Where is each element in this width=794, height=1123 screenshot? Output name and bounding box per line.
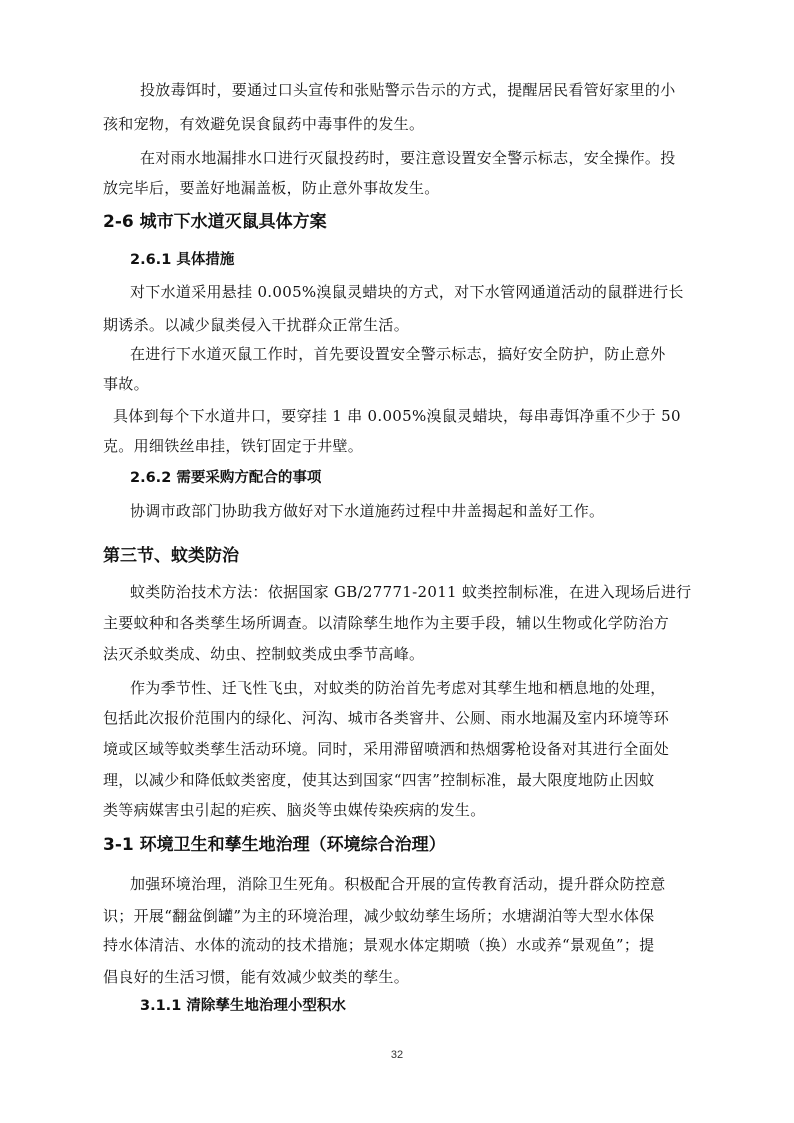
paragraph-line: 主要蚊种和各类孳生场所调查。以清除孳生地作为主要手段，辅以生物或化学防治方 bbox=[103, 614, 670, 632]
paragraph-line: 投放毒饵时，要通过口头宣传和张贴警示告示的方式，提醒居民看管好家里的小 bbox=[140, 81, 676, 99]
page-number: 32 bbox=[390, 1049, 404, 1061]
section-heading-3: 第三节、蚊类防治 bbox=[103, 546, 239, 566]
paragraph-line: 在对雨水地漏排水口进行灭鼠投药时，要注意设置安全警示标志，安全操作。投 bbox=[140, 149, 676, 167]
paragraph-line: 包括此次报价范围内的绿化、河沟、城市各类窨井、公厕、雨水地漏及室内环境等环 bbox=[103, 709, 670, 727]
paragraph-line: 期诱杀。以减少鼠类侵入干扰群众正常生活。 bbox=[103, 316, 410, 334]
paragraph-line: 理，以减少和降低蚊类密度，使其达到国家“四害”控制标准，最大限度地防止因蚊 bbox=[103, 771, 655, 789]
section-heading-2-6: 2-6 城市下水道灭鼠具体方案 bbox=[103, 212, 327, 232]
subsection-heading-2-6-1: 2.6.1 具体措施 bbox=[130, 252, 235, 268]
paragraph-line: 蚊类防治技术方法：依据国家 GB/27771-2011 蚊类控制标准，在进入现场后进行 bbox=[130, 583, 692, 601]
section-heading-3-1: 3-1 环境卫生和孳生地治理（环境综合治理） bbox=[103, 835, 446, 855]
paragraph-line: 协调市政部门协助我方做好对下水道施药过程中井盖揭起和盖好工作。 bbox=[130, 502, 605, 520]
paragraph-line: 识；开展“翻盆倒罐”为主的环境治理，减少蚊幼孳生场所；水塘湖泊等大型水体保 bbox=[103, 907, 655, 925]
paragraph-line: 类等病媒害虫引起的疟疾、脑炎等虫媒传染疾病的发生。 bbox=[103, 801, 486, 819]
paragraph-line: 加强环境治理，消除卫生死角。积极配合开展的宣传教育活动，提升群众防控意 bbox=[130, 875, 666, 893]
subsection-heading-2-6-2: 2.6.2 需要采购方配合的事项 bbox=[130, 470, 322, 486]
paragraph-line: 克。用细铁丝串挂，铁钉固定于井壁。 bbox=[103, 437, 364, 455]
subsection-heading-3-1-1: 3.1.1 清除孳生地治理小型积水 bbox=[140, 998, 346, 1014]
paragraph-line: 在进行下水道灭鼠工作时，首先要设置安全警示标志，搞好安全防护，防止意外 bbox=[130, 345, 666, 363]
paragraph-line: 放完毕后，要盖好地漏盖板，防止意外事故发生。 bbox=[103, 179, 440, 197]
paragraph-line: 孩和宠物，有效避免误食鼠药中毒事件的发生。 bbox=[103, 115, 425, 133]
paragraph-line: 事故。 bbox=[103, 375, 149, 393]
paragraph-line: 法灭杀蚊类成、幼虫、控制蚊类成虫季节高峰。 bbox=[103, 645, 425, 663]
paragraph-line: 倡良好的生活习惯，能有效减少蚊类的孳生。 bbox=[103, 968, 410, 986]
paragraph-line: 持水体清洁、水体的流动的技术措施；景观水体定期喷（换）水或养“景观鱼”；提 bbox=[103, 936, 655, 954]
paragraph-line: 境或区域等蚊类孳生活动环境。同时，采用滞留喷洒和热烟雾枪设备对其进行全面处 bbox=[103, 740, 670, 758]
paragraph-line: 对下水道采用悬挂 0.005%溴鼠灵蜡块的方式，对下水管网通道活动的鼠群进行长 bbox=[130, 283, 684, 301]
paragraph-line: 作为季节性、迁飞性飞虫，对蚊类的防治首先考虑对其孳生地和栖息地的处理， bbox=[130, 679, 666, 697]
paragraph-line: 具体到每个下水道井口，要穿挂 1 串 0.005%溴鼠灵蜡块，每串毒饵净重不少于 50 bbox=[113, 407, 681, 425]
